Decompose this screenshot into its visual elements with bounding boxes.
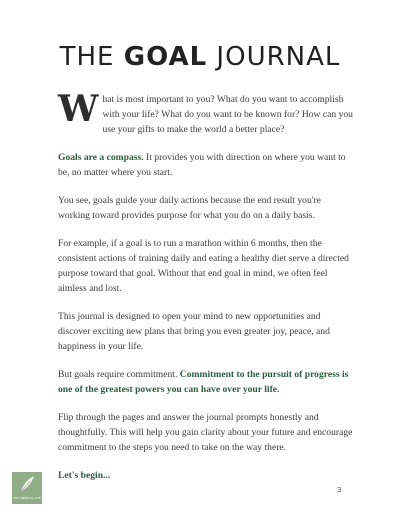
paragraph-4: For example, if a goal is to run a marathon within 6 months, then the consistent actions of training daily and eating a healthy diet serve a directed purpose toward that goal. Without that end goal in mind, we often feel aimless and lost. — [58, 238, 349, 294]
intro-text: hat is most important to you? What do you want to accomplish with your life? What do you want to be known for? How can you use your gifts to make the world a better place? — [102, 94, 353, 135]
brand-logo — [12, 472, 42, 504]
commitment-paragraph — [58, 367, 354, 397]
logo-text: THE MINDFUL LIFE — [13, 496, 41, 500]
intro-paragraph — [58, 88, 354, 137]
title-part-1: THE — [59, 42, 124, 72]
body-text — [58, 88, 354, 496]
page-title — [0, 42, 400, 72]
title-part-3: JOURNAL — [207, 42, 341, 72]
feather-icon — [12, 472, 42, 496]
closing-line: Let's begin... — [58, 470, 111, 481]
title-part-2: GOAL — [123, 42, 208, 72]
paragraph-3: You see, goals guide your daily actions because the end result you're working toward provides purpose for what you do on a daily basis. — [58, 195, 321, 221]
paragraph-5: This journal is designed to open your mind to new opportunities and discover exciting new plans that bring you even greater joy, peace, and happiness in your life. — [58, 311, 330, 352]
page-number: 3 — [337, 486, 342, 494]
commitment-emphasis: Commitment to the pursuit of progress is one of the greatest powers you can have over your life. — [58, 369, 349, 395]
compass-lead: Goals are a compass. — [58, 152, 144, 163]
compass-text: It provides you with direction on where you want to be, no matter where you start. — [58, 152, 346, 178]
compass-paragraph — [58, 150, 354, 180]
commitment-text: But goals require commitment. — [58, 369, 180, 380]
paragraph-7: Flip through the pages and answer the journal prompts honestly and thoughtfully. This will help you gain clarity about your future and encourage commitment to the steps you need to take on the way there. — [58, 412, 353, 453]
drop-cap: W — [58, 88, 99, 130]
